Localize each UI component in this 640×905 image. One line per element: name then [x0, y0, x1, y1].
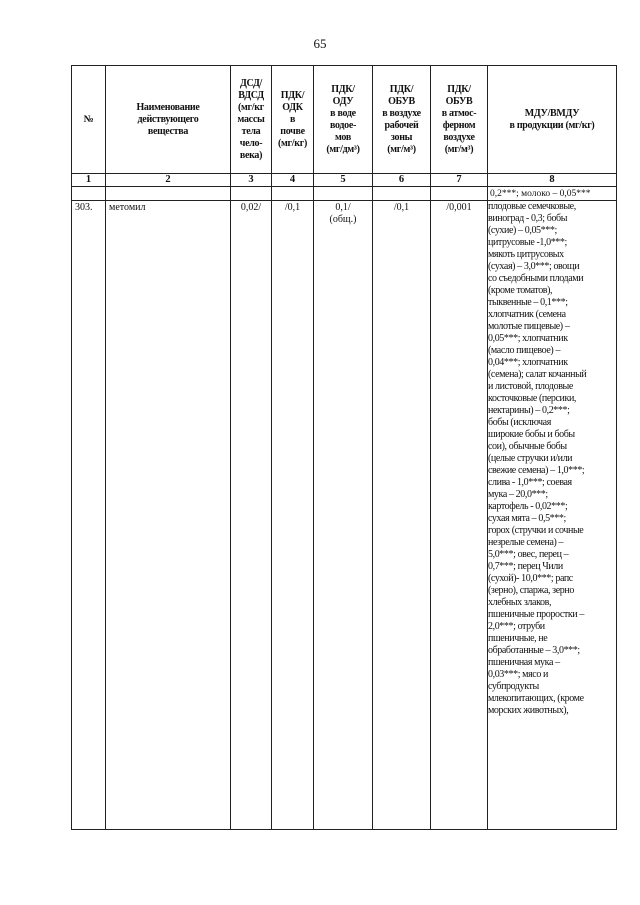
- mdu-line: сои), обычные бобы: [488, 441, 567, 452]
- header-line: ОДУ: [332, 95, 354, 107]
- header-line: воздухе: [443, 131, 475, 143]
- mdu-line: свежие семена) – 1,0***;: [488, 465, 585, 476]
- table-row: [72, 201, 617, 830]
- header-line: в воздухе: [382, 107, 421, 119]
- mdu-line: сухая мята – 0,5***;: [488, 513, 566, 524]
- header-line: рабочей: [384, 119, 419, 131]
- header-line: ДСД/: [239, 77, 263, 89]
- mdu-line: бобы (исключая: [488, 417, 551, 428]
- header-line: зоны: [390, 131, 413, 143]
- header-mdu: [488, 66, 617, 174]
- column-number: 3: [231, 174, 272, 187]
- header-line: в: [289, 113, 296, 125]
- header-line: ПДК/: [447, 83, 471, 95]
- header-line: в атмос-: [441, 107, 477, 119]
- header-line: действующего: [137, 113, 199, 125]
- mdu-line: косточковые (персики,: [488, 393, 576, 404]
- continuation-text: 0,2***; молоко – 0,05***: [488, 187, 617, 201]
- mdu-line: и листовой, плодовые: [488, 381, 573, 392]
- mdu-line: хлопчатник (семена: [488, 309, 566, 320]
- continuation-row: [72, 187, 617, 201]
- mdu-line: плодовые семечковые,: [488, 201, 576, 212]
- header-line: ОБУВ: [445, 95, 473, 107]
- header-line: (мг/дм³): [326, 143, 360, 155]
- header-line: МДУ/ВМДУ: [524, 107, 580, 119]
- mdu-line: пшеничная мука –: [488, 657, 560, 668]
- mdu-line: (сухая) – 3,0***; овощи: [488, 261, 580, 272]
- header-line: в воде: [330, 107, 356, 119]
- mdu-line: со съедобными плодами: [488, 273, 584, 284]
- header-line: тела: [241, 125, 261, 137]
- column-number: 8: [488, 174, 617, 187]
- header-line: ПДК/: [280, 89, 305, 101]
- header-line: Наименование: [136, 101, 200, 113]
- mdu-line: мука – 20,0***;: [488, 489, 548, 500]
- mdu-line: незрелые семена) –: [488, 537, 564, 548]
- mdu-line: (семена); салат кочанный: [488, 369, 587, 380]
- mdu-line: нектарины) – 0,2***;: [488, 405, 570, 416]
- mdu-line: 5,0***; овес, перец –: [488, 549, 569, 560]
- header-line: ПДК/: [389, 83, 414, 95]
- header-line: ферном: [442, 119, 476, 131]
- header-line: массы: [237, 113, 265, 125]
- header-line: века): [239, 149, 263, 161]
- pdk-obuv-atm-value: /0,001: [431, 201, 488, 830]
- header-line: (мг/м³): [387, 143, 416, 155]
- column-number: 2: [106, 174, 231, 187]
- mdu-line: обработанные – 3,0***;: [488, 645, 580, 656]
- mdu-line: горох (стручки и сочные: [488, 525, 584, 536]
- mdu-line: мякоть цитрусовых: [488, 249, 564, 260]
- mdu-line: 2,0***; отруби: [488, 621, 545, 632]
- column-number: 4: [272, 174, 314, 187]
- mdu-line: 0,7***; перец Чили: [488, 561, 563, 572]
- mdu-line: 0,05***; хлопчатник: [488, 333, 568, 344]
- mdu-line: хлебных злаков,: [488, 597, 552, 608]
- mdu-line: виноград - 0,3; бобы: [488, 213, 568, 224]
- header-line: мов: [335, 131, 351, 143]
- mdu-line: (сухие) – 0,05***;: [488, 225, 557, 236]
- mdu-line: (целые стручки и/или: [488, 453, 573, 464]
- mdu-line: слива - 1,0***; соевая: [488, 477, 572, 488]
- mdu-line: картофель - 0,02***;: [488, 501, 568, 512]
- column-number: 1: [72, 174, 106, 187]
- header-pdk-odu: [314, 66, 373, 174]
- mdu-values: [488, 201, 617, 830]
- pdk-odu-value: 0,1/: [335, 202, 351, 213]
- mdu-line: молотые пищевые) –: [488, 321, 570, 332]
- header-line: (мг/м³): [444, 143, 474, 155]
- header-line: чело-: [239, 137, 263, 149]
- page-number: 65: [313, 36, 327, 51]
- column-number: 6: [373, 174, 431, 187]
- mdu-line: млекопитающих, (кроме: [488, 693, 584, 704]
- mdu-line: пшеничные, не: [488, 633, 548, 644]
- header-line: ОДК: [282, 101, 303, 113]
- header-row: [72, 66, 617, 174]
- mdu-line: субпродукты: [488, 681, 539, 692]
- header-line: в продукции (мг/кг): [509, 119, 595, 131]
- pdk-obuv-work-value: /0,1: [373, 201, 431, 830]
- header-line: ОБУВ: [388, 95, 415, 107]
- column-number: 5: [314, 174, 373, 187]
- header-line: почве: [280, 125, 305, 137]
- header-line: (мг/кг: [238, 101, 264, 113]
- mdu-line: морских животных),: [488, 705, 569, 716]
- mdu-line: 0,04***; хлопчатник: [488, 357, 568, 368]
- header-pdk-obuv-work: [373, 66, 431, 174]
- mdu-line: (зерно), спаржа, зерно: [488, 585, 574, 596]
- pdk-odu-cell: [314, 201, 373, 830]
- header-dsd: [231, 66, 272, 174]
- mdu-line: пшеничные проростки –: [488, 609, 584, 620]
- header-line: (мг/кг): [278, 137, 307, 149]
- header-line: ПДК/: [331, 83, 355, 95]
- mdu-line: широкие бобы и бобы: [488, 429, 575, 440]
- column-number-row: [72, 174, 617, 187]
- header-line: водое-: [329, 119, 357, 131]
- column-number: 7: [431, 174, 488, 187]
- substance-name: метомил: [106, 201, 231, 830]
- substance-table: [71, 65, 617, 830]
- mdu-line: (сухой)- 10,0***; рапс: [488, 573, 573, 584]
- mdu-line: тыквенные – 0,1***;: [488, 297, 568, 308]
- mdu-line: (масло пищевое) –: [488, 345, 561, 356]
- dsd-value: 0,02/: [231, 201, 272, 830]
- header-pdk-odk: [272, 66, 314, 174]
- pdk-odk-value: /0,1: [272, 201, 314, 830]
- header-number: №: [72, 66, 106, 174]
- header-line: вещества: [147, 125, 189, 137]
- mdu-line: цитрусовые -1,0***;: [488, 237, 567, 248]
- header-line: ВДСД: [238, 89, 264, 101]
- row-number: 303.: [72, 201, 106, 830]
- mdu-line: (кроме томатов),: [488, 285, 553, 296]
- header-substance-name: [106, 66, 231, 174]
- pdk-odu-note: (общ.): [329, 214, 357, 225]
- header-pdk-obuv-atm: [431, 66, 488, 174]
- mdu-line: 0,03***; мясо и: [488, 669, 548, 680]
